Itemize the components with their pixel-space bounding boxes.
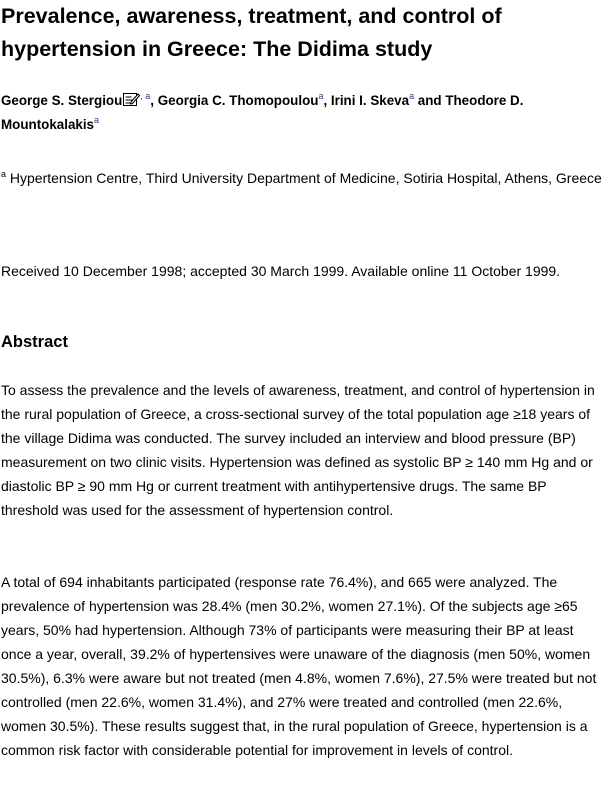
author-list: [1, 89, 606, 137]
affiliation-marker[interactable]: a: [318, 91, 324, 101]
email-icon[interactable]: [123, 92, 140, 106]
affiliation: [1, 166, 606, 190]
affiliation-marker[interactable]: a: [409, 91, 415, 101]
article-history: Received 10 December 1998; accepted 30 March 1999. Available online 11 October 1999.: [1, 263, 561, 279]
abstract-heading: Abstract: [1, 333, 68, 351]
author-name[interactable]: Theodore D. Mountokalakis: [1, 93, 524, 132]
author-conjunction: and: [414, 93, 446, 108]
affiliation-marker-label: a: [1, 169, 7, 179]
abstract-paragraph: A total of 694 inhabitants participated (response rate 76.4%), and 665 were analyzed. The prevalence of hypertension was 28.4% (men 30.2%, women 27.1%). Of the subjects age ≥65 years, 50% had hypertension. Although 73% of participants were measuring their BP at least once a year, overall, 39.2% of hypertensives were unaware of the diagnosis (men 50%, women 30.5%), 6.3% were aware but not treated (men 4.8%, women 7.6%), 27.5% were treated but not controlled (men 22.6%, women 31.4%), and 27% were treated and controlled (men 22.6%, women 30.5%). These results suggest that, in the rural population of Greece, hypertension is a common risk factor with considerable potential for improvement in levels of control.: [1, 574, 597, 758]
affiliation-text: Hypertension Centre, Third University Department of Medicine, Sotiria Hospital, Athens, Greece: [9, 170, 602, 186]
abstract-paragraph: To assess the prevalence and the levels of awareness, treatment, and control of hypertension in the rural population of Greece, a cross-sectional survey of the total population age ≥18 years of the village Didima was conducted. The survey included an interview and blood pressure (BP) measurement on two clinic visits. Hypertension was defined as systolic BP ≥ 140 mm Hg and or diastolic BP ≥ 90 mm Hg or current treatment with antihypertensive drugs. The same BP threshold was used for the assessment of hypertension control.: [1, 382, 595, 518]
affiliation-marker[interactable]: a: [94, 115, 100, 125]
author-separator: ,: [323, 93, 331, 108]
affiliation-marker[interactable]: , a: [140, 91, 151, 101]
author-name[interactable]: Irini I. Skeva: [330, 93, 410, 108]
article-title: Prevalence, awareness, treatment, and control of hypertension in Greece: The Didima study: [1, 4, 502, 61]
author-name[interactable]: George S. Stergiou: [1, 93, 123, 108]
author-separator: ,: [150, 93, 158, 108]
author-name[interactable]: Georgia C. Thomopoulou: [157, 93, 319, 108]
